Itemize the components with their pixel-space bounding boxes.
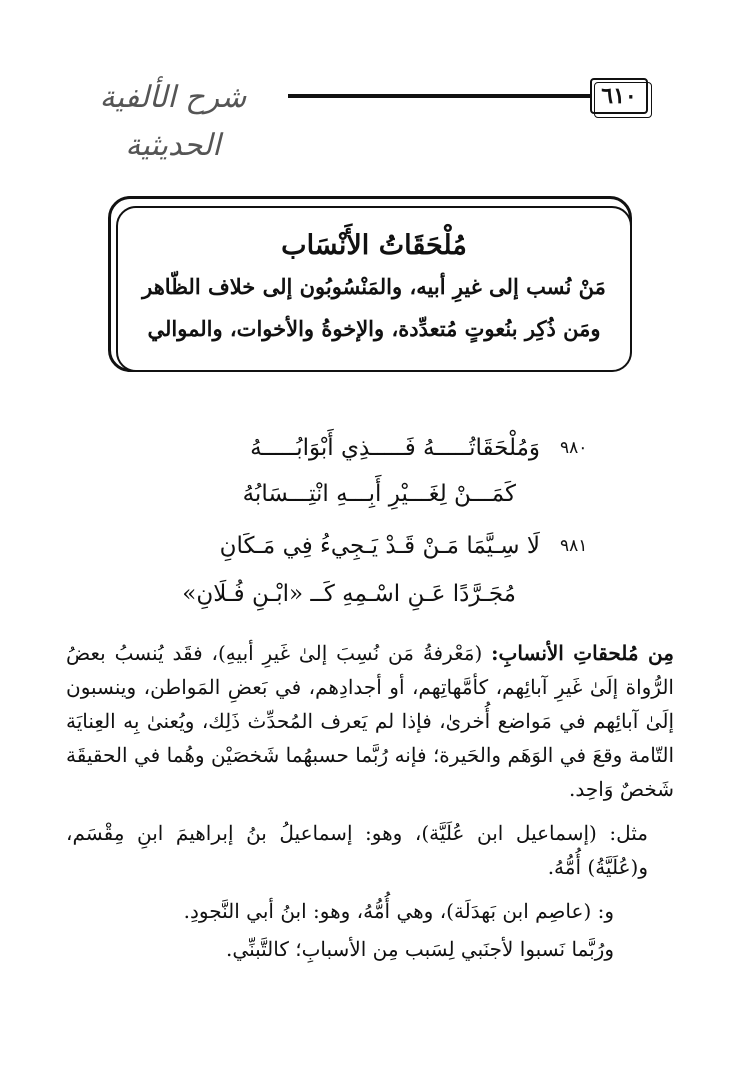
paragraph: و: (عاصِم ابن بَهدَلَة)، وهي أُمُّهُ، وهو: ابنُ أبي النَّجودِ. bbox=[183, 899, 614, 923]
paragraph: ورُبَّما نَسبوا لأجنَبي لِسَبب مِن الأسبابِ؛ كالتَّبنِّي. bbox=[226, 937, 614, 961]
paragraph: مثل: (إسماعيل ابن عُلَيَّة)، وهو: إسماعيلُ بنُ إبراهيمَ ابنِ مِقْسَم، و(عُلَيَّةُ) أُمُّهُ. bbox=[66, 821, 648, 879]
chapter-title-box bbox=[116, 206, 632, 372]
verse-first-hemistich: لَا سِـيَّمَا مَـنْ قَـدْ يَـجِيءُ فِي مَـكَانِ bbox=[219, 533, 540, 559]
chapter-title: مُلْحَقَاتُ الأَنْسَاب bbox=[281, 230, 467, 261]
verse-second-hemistich: كَمَـــنْ لِغَـــيْرِ أَبِـــهِ انْتِـــسَابُهُ bbox=[242, 481, 516, 507]
chapter-subtitle-line-1: مَنْ نُسب إلى غيرِ أبيه، والمَنْسُوبُون إلى خلاف الظّاهر bbox=[142, 274, 606, 299]
verse-number: ٩٨٠ bbox=[560, 438, 588, 458]
header-divider bbox=[288, 94, 590, 98]
verse-number: ٩٨١ bbox=[560, 536, 588, 556]
book-title-header: شرح الألفية الحديثية bbox=[99, 80, 247, 163]
paragraph bbox=[66, 636, 674, 806]
verse-first-hemistich: وَمُلْحَقَاتُـــــهُ فَـــــذِي أَبْوَابُـــــهُ bbox=[250, 435, 540, 461]
page-number: ٦١٠ bbox=[590, 78, 648, 114]
section-lead: مِن مُلحقاتِ الأنسابِ: bbox=[491, 641, 674, 665]
body-text bbox=[66, 636, 674, 970]
paragraph-text: (مَعْرفةُ مَن نُسِبَ إلىٰ غَيرِ أبيهِ)، فقَد يُنسبُ بعضُ الرُّواة إلَىٰ غَيرِ آبائِهم، كأمَّهاتِهم، أو أجدادِهم، في بَعضِ المَواطن، وينسبون إلَىٰ آبائِهم في مَواضع أُخرىٰ، فإذا لم يَعرف المُحدِّث ذَلِك، ويُعنىٰ بِه العِنايَة التّامة وقعَ في الوَهَم والحَيرة؛ فإنه رُبَّما حسبهُما شَخصَيْن وهُما في الحقيقَة شَخصٌ وَاحِد. bbox=[66, 641, 674, 801]
verse-second-hemistich: مُجَـرَّدًا عَـنِ اسْـمِهِ كَــ «ابْـنِ فُـلَانِ» bbox=[182, 581, 516, 607]
chapter-subtitle-line-2: ومَن ذُكِر بنُعوتٍ مُتعدِّدة، والإخوةُ والأخوات، والموالي bbox=[147, 316, 601, 341]
